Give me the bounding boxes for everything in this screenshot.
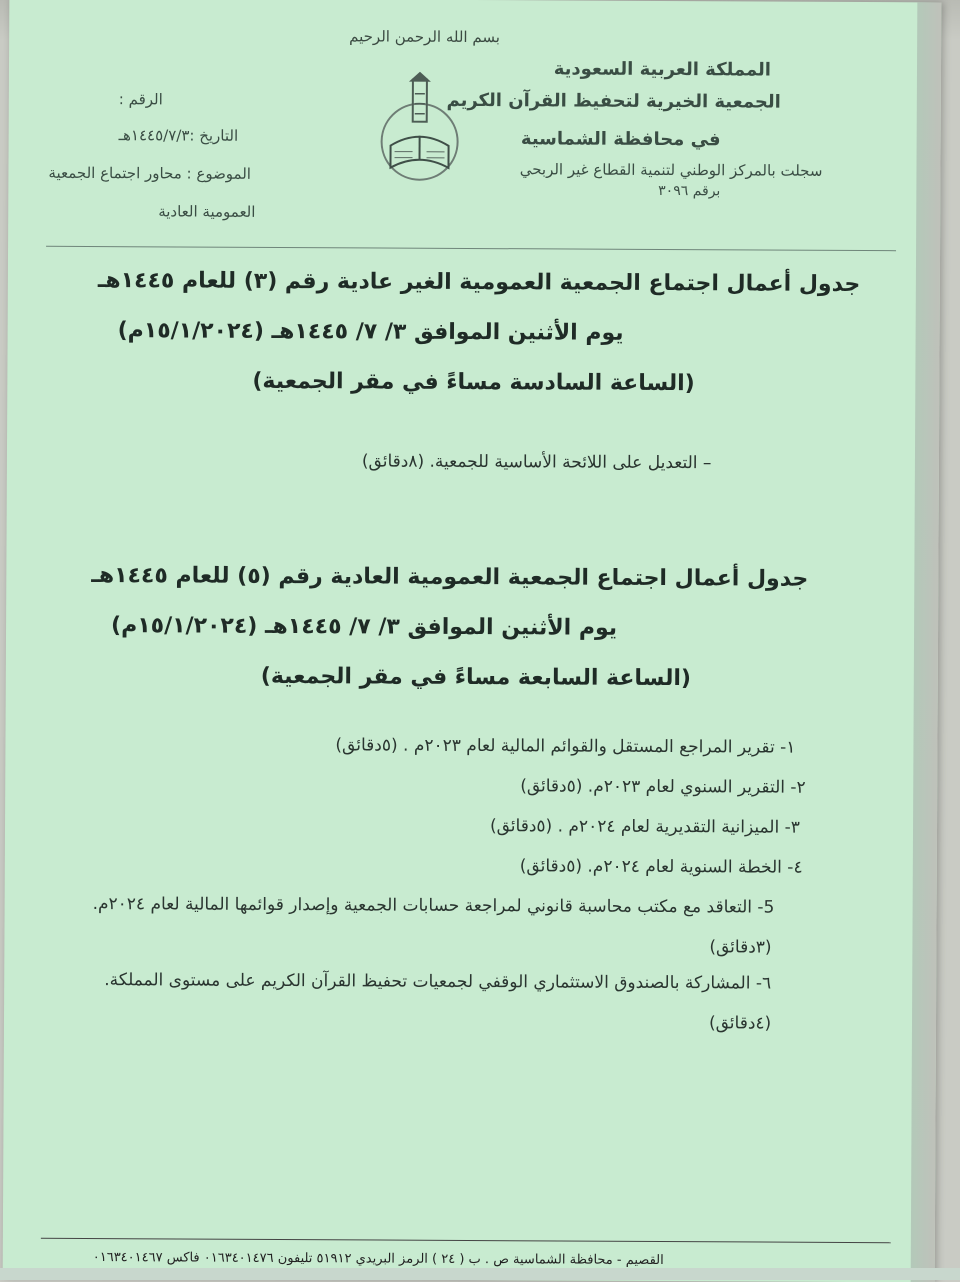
agenda2-title: جدول أعمال اجتماع الجمعية العمومية العادية رقم (٥) للعام ١٤٤٥هـ	[91, 563, 808, 592]
agenda2-date: يوم الأثنين الموافق ٣/ ٧/ ١٤٤٥هـ (١٥/١/٢٠٢٤م)	[111, 613, 617, 641]
agenda2-item: ٤- الخطة السنوية لعام ٢٠٢٤م. (٥دقائق)	[520, 856, 803, 877]
subject-line-continued: العمومية العادية	[158, 202, 255, 221]
footer-divider	[41, 1238, 891, 1243]
basmala: بسم الله الرحمن الرحيم	[349, 27, 500, 46]
agenda2-item: ٦- المشاركة بالصندوق الاستثماري الوقفي لجمعيات تحفيظ القرآن الكريم على مستوى المملكة.	[104, 970, 771, 993]
document-page	[3, 0, 942, 1282]
footer-strip	[0, 1268, 960, 1280]
date-line: التاريخ :١٤٤٥/٧/٣هـ	[119, 126, 239, 145]
society-name: الجمعية الخيرية لتحفيظ القرآن الكريم	[446, 90, 780, 113]
agenda2-time-place: (الساعة السابعة مساءً في مقر الجمعية)	[261, 664, 691, 691]
agenda1-date: يوم الأثنين الموافق ٣/ ٧/ ١٤٤٥هـ (١٥/١/٢٠٢٤م)	[118, 318, 624, 346]
agenda2-item: 5- التعاقد مع مكتب محاسبة قانوني لمراجعة حسابات الجمعية وإصدار قوائمها المالية لعام ٢٠٢٤م.	[93, 894, 775, 918]
agenda1-item: – التعديل على اللائحة الأساسية للجمعية. (٨دقائق)	[362, 451, 712, 473]
agenda2-item-duration: (٤دقائق)	[709, 1013, 771, 1033]
agenda1-title: جدول أعمال اجتماع الجمعية العمومية الغير عادية رقم (٣) للعام ١٤٤٥هـ	[98, 268, 860, 297]
subject-line: الموضوع : محاور اجتماع الجمعية	[48, 164, 251, 183]
header-divider	[46, 246, 896, 251]
kingdom-name: المملكة العربية السعودية	[554, 58, 771, 80]
agenda2-item: ٣- الميزانية التقديرية لعام ٢٠٢٤م . (٥دقائق)	[490, 816, 800, 838]
agenda1-time-place: (الساعة السادسة مساءً في مقر الجمعية)	[252, 369, 695, 396]
province-name: في محافظة الشماسية	[521, 128, 721, 150]
agenda2-item: ١- تقرير المراجع المستقل والقوائم المالية لعام ٢٠٢٣م . (٥دقائق)	[335, 735, 795, 757]
paper-edge	[911, 2, 942, 1282]
agenda2-item-duration: (٣دقائق)	[709, 937, 771, 957]
registration-text: سجلت بالمركز الوطني لتنمية القطاع غير الربحي	[520, 160, 823, 180]
footer-address: القصيم - محافظة الشماسية ص . ب ( ٢٤ ) الرمز البريدي ٥١٩١٢ تليفون ٠١٦٣٤٠١٤٧٦ فاكس ٠١٦٣٤٠١٤٦٧	[93, 1250, 664, 1268]
registration-number: برقم ٣٠٩٦	[658, 183, 720, 199]
reference-number-label: الرقم :	[119, 90, 163, 108]
society-logo-icon	[364, 71, 475, 192]
agenda2-item: ٢- التقرير السنوي لعام ٢٠٢٣م. (٥دقائق)	[520, 776, 806, 797]
